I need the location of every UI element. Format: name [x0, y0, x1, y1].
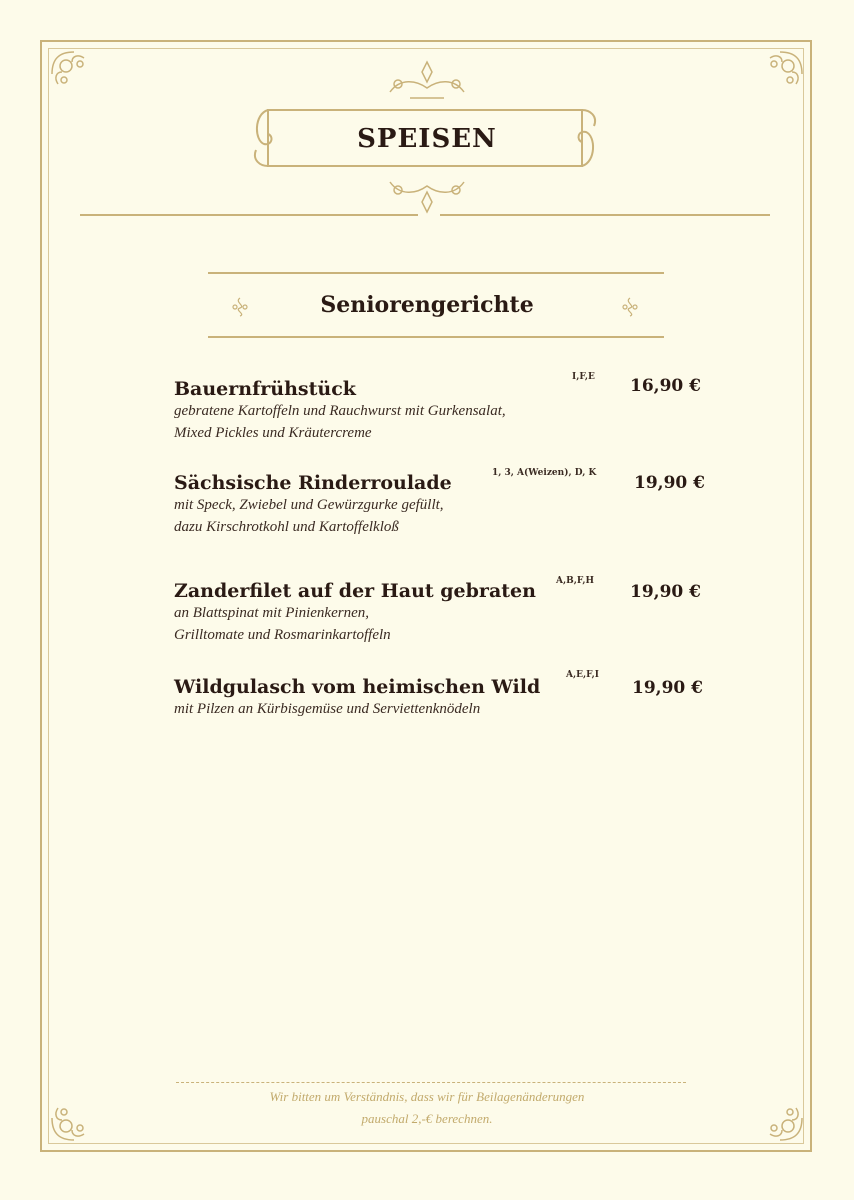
header-rule-left [80, 214, 418, 216]
item-allergens: I,F,E [572, 372, 595, 382]
menu-item [174, 472, 704, 538]
header-rule-right [440, 214, 770, 216]
item-allergens: A,B,F,H [556, 576, 594, 586]
section-title: Seniorengerichte [320, 292, 534, 318]
item-description: mit Speck, Zwiebel und Gewürzgurke gefüllt, [174, 497, 444, 513]
item-price: 19,90 € [634, 473, 705, 493]
item-name: Sächsische Rinderroulade [174, 472, 452, 494]
top-flourish-icon [380, 58, 474, 102]
footer-note: Wir bitten um Verständnis, dass wir für Beilagenänderungen [269, 1089, 585, 1104]
section-rule-bottom [208, 336, 664, 338]
footer-divider [176, 1082, 686, 1083]
footer-note: pauschal 2,-€ berechnen. [361, 1111, 493, 1126]
page-title: SPEISEN [357, 124, 497, 154]
item-description: Grilltomate und Rosmarinkartoffeln [174, 627, 391, 643]
corner-ornament-icon [750, 44, 810, 104]
item-name: Wildgulasch vom heimischen Wild [174, 676, 541, 698]
item-description: gebratene Kartoffeln und Rauchwurst mit Gurkensalat, [174, 403, 506, 419]
item-name: Zanderfilet auf der Haut gebraten [174, 580, 536, 602]
item-description: dazu Kirschrotkohl und Kartoffelkloß [174, 519, 399, 535]
item-allergens: 1, 3, A(Weizen), D, K [492, 468, 597, 478]
section-rule-top [208, 272, 664, 274]
item-price: 16,90 € [630, 376, 701, 396]
item-price: 19,90 € [630, 582, 701, 602]
item-description: mit Pilzen an Kürbisgemüse und Serviettenknödeln [174, 701, 481, 717]
item-description: Mixed Pickles und Kräutercreme [174, 425, 372, 441]
menu-item [174, 580, 704, 646]
item-price: 19,90 € [632, 678, 703, 698]
item-name: Bauernfrühstück [174, 378, 356, 400]
item-allergens: A,E,F,I [566, 670, 599, 680]
bottom-flourish-icon [380, 172, 474, 216]
menu-item [174, 676, 704, 720]
menu-item [174, 378, 704, 444]
corner-ornament-icon [44, 44, 104, 104]
item-description: an Blattspinat mit Pinienkernen, [174, 605, 369, 621]
